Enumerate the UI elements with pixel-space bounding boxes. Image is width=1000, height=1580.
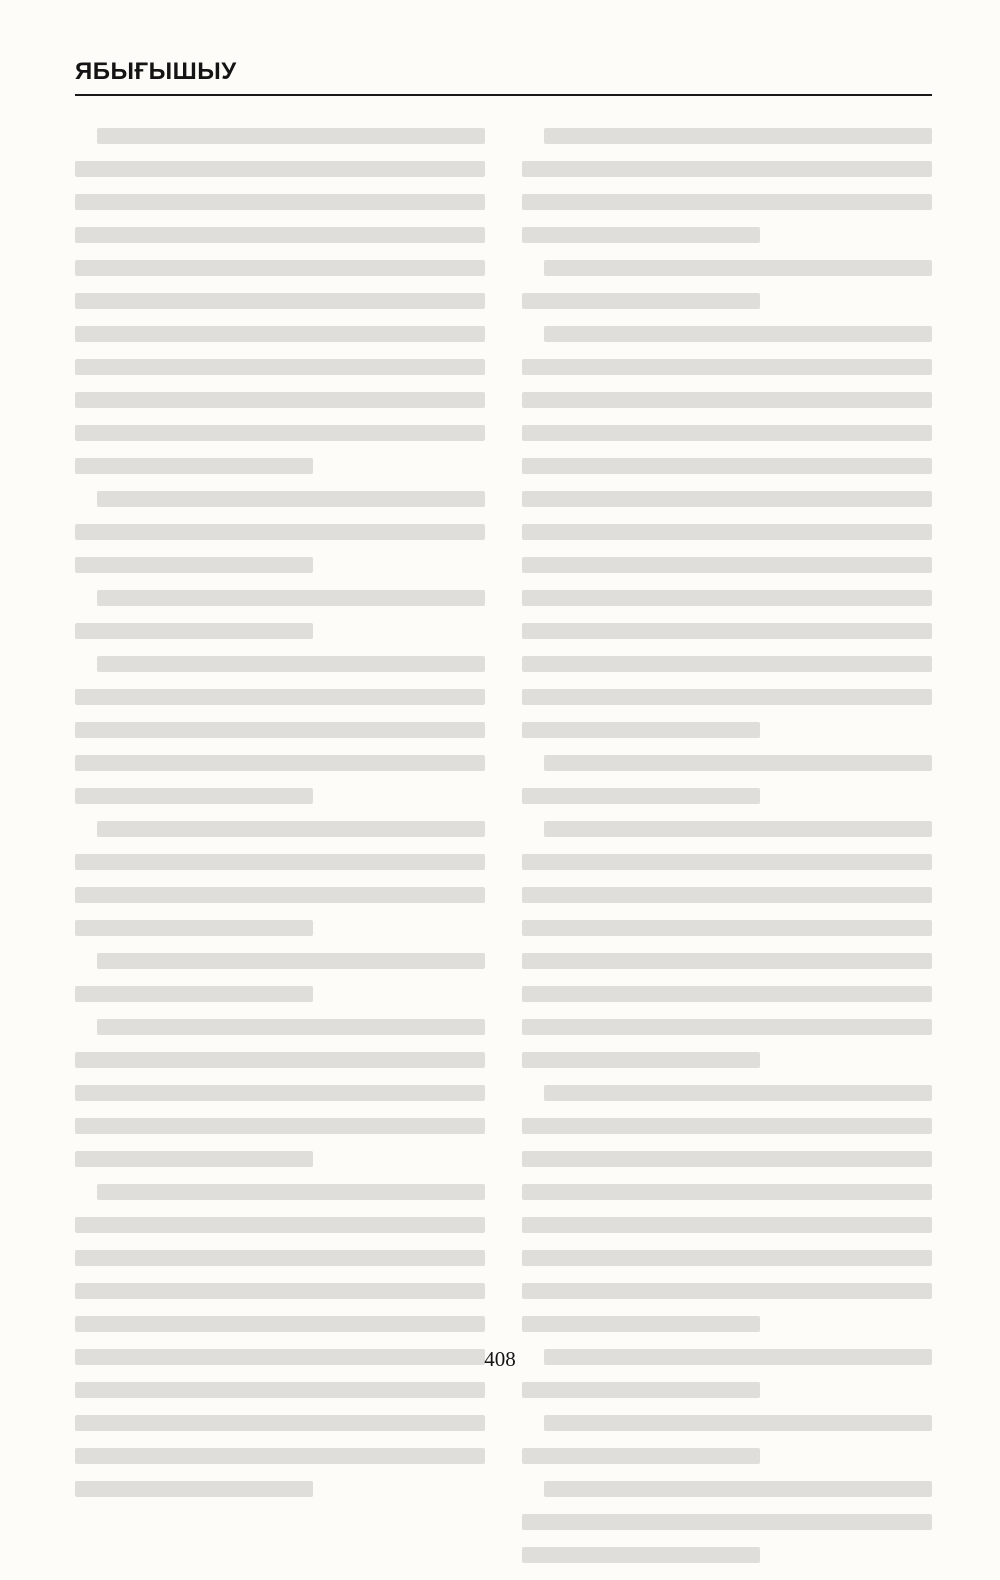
- text-line-placeholder: [522, 788, 760, 804]
- text-line-placeholder: [544, 260, 932, 276]
- text-line-placeholder: [75, 1448, 485, 1464]
- text-line-placeholder: [522, 1052, 760, 1068]
- text-line-placeholder: [522, 986, 932, 1002]
- entry-paragraph: [75, 491, 485, 573]
- text-line-placeholder: [544, 326, 932, 342]
- entry-paragraph: [75, 1184, 485, 1497]
- text-line-placeholder: [544, 128, 932, 144]
- text-line-placeholder: [522, 689, 932, 705]
- text-line-placeholder: [544, 1415, 932, 1431]
- text-line-placeholder: [522, 1151, 932, 1167]
- text-line-placeholder: [75, 161, 485, 177]
- text-line-placeholder: [522, 1184, 932, 1200]
- text-line-placeholder: [75, 392, 485, 408]
- text-line-placeholder: [522, 953, 932, 969]
- text-line-placeholder: [75, 1085, 485, 1101]
- text-line-placeholder: [522, 425, 932, 441]
- text-line-placeholder: [75, 1118, 485, 1134]
- text-line-placeholder: [75, 1250, 485, 1266]
- text-line-placeholder: [97, 1184, 485, 1200]
- text-line-placeholder: [75, 887, 485, 903]
- text-line-placeholder: [522, 194, 932, 210]
- entry-paragraph: [75, 953, 485, 1002]
- text-line-placeholder: [544, 1085, 932, 1101]
- entry-paragraph: [522, 1481, 932, 1563]
- text-line-placeholder: [75, 854, 485, 870]
- text-line-placeholder: [522, 1118, 932, 1134]
- text-line-placeholder: [544, 755, 932, 771]
- text-line-placeholder: [97, 590, 485, 606]
- text-line-placeholder: [97, 128, 485, 144]
- text-line-placeholder: [75, 1052, 485, 1068]
- text-line-placeholder: [97, 953, 485, 969]
- entry-paragraph: [522, 1415, 932, 1464]
- text-line-placeholder: [75, 920, 313, 936]
- text-line-placeholder: [522, 1514, 932, 1530]
- text-line-placeholder: [75, 425, 485, 441]
- text-line-placeholder: [75, 359, 485, 375]
- text-line-placeholder: [75, 293, 485, 309]
- text-line-placeholder: [75, 260, 485, 276]
- text-line-placeholder: [522, 656, 932, 672]
- text-line-placeholder: [75, 227, 485, 243]
- text-line-placeholder: [544, 821, 932, 837]
- entry-paragraph: [75, 590, 485, 639]
- entry-paragraph: [522, 128, 932, 243]
- entry-paragraph: [75, 128, 485, 474]
- text-line-placeholder: [522, 293, 760, 309]
- header-rule: [75, 94, 932, 96]
- text-line-placeholder: [522, 1382, 760, 1398]
- page-number: 408: [484, 1347, 516, 1371]
- text-line-placeholder: [522, 161, 932, 177]
- entry-paragraph: [522, 326, 932, 738]
- text-line-placeholder: [75, 722, 485, 738]
- text-line-placeholder: [522, 887, 932, 903]
- entry-paragraph: [75, 1019, 485, 1167]
- text-line-placeholder: [75, 326, 485, 342]
- text-line-placeholder: [75, 1415, 485, 1431]
- text-line-placeholder: [75, 755, 485, 771]
- text-line-placeholder: [522, 1448, 760, 1464]
- entry-paragraph: [522, 1085, 932, 1332]
- text-line-placeholder: [522, 1019, 932, 1035]
- text-line-placeholder: [522, 1547, 760, 1563]
- entry-paragraph: [75, 821, 485, 936]
- text-line-placeholder: [522, 524, 932, 540]
- text-line-placeholder: [75, 1382, 485, 1398]
- text-line-placeholder: [75, 623, 313, 639]
- text-line-placeholder: [522, 920, 932, 936]
- text-line-placeholder: [522, 458, 932, 474]
- text-line-placeholder: [522, 623, 932, 639]
- text-line-placeholder: [97, 821, 485, 837]
- text-line-placeholder: [75, 986, 313, 1002]
- text-line-placeholder: [75, 557, 313, 573]
- text-line-placeholder: [75, 788, 313, 804]
- left-column: [75, 128, 485, 1514]
- entry-paragraph: [75, 656, 485, 804]
- text-line-placeholder: [522, 491, 932, 507]
- text-line-placeholder: [522, 1316, 760, 1332]
- running-header: ЯБЫҒЫШЫУ: [75, 58, 237, 85]
- text-line-placeholder: [75, 1151, 313, 1167]
- text-line-placeholder: [97, 491, 485, 507]
- text-line-placeholder: [522, 359, 932, 375]
- text-line-placeholder: [522, 1217, 932, 1233]
- text-line-placeholder: [75, 458, 313, 474]
- entry-paragraph: [522, 755, 932, 804]
- entry-paragraph: [522, 821, 932, 1068]
- text-line-placeholder: [75, 524, 485, 540]
- text-line-placeholder: [75, 1316, 485, 1332]
- text-line-placeholder: [522, 392, 932, 408]
- text-line-placeholder: [522, 557, 932, 573]
- text-line-placeholder: [544, 1481, 932, 1497]
- text-line-placeholder: [522, 1250, 932, 1266]
- text-line-placeholder: [522, 722, 760, 738]
- text-line-placeholder: [522, 227, 760, 243]
- text-line-placeholder: [75, 1283, 485, 1299]
- text-line-placeholder: [522, 854, 932, 870]
- text-line-placeholder: [522, 1283, 932, 1299]
- text-line-placeholder: [75, 1481, 313, 1497]
- text-line-placeholder: [75, 689, 485, 705]
- text-line-placeholder: [75, 194, 485, 210]
- text-line-placeholder: [75, 1217, 485, 1233]
- text-line-placeholder: [97, 1019, 485, 1035]
- entry-paragraph: [522, 260, 932, 309]
- text-line-placeholder: [522, 590, 932, 606]
- text-line-placeholder: [97, 656, 485, 672]
